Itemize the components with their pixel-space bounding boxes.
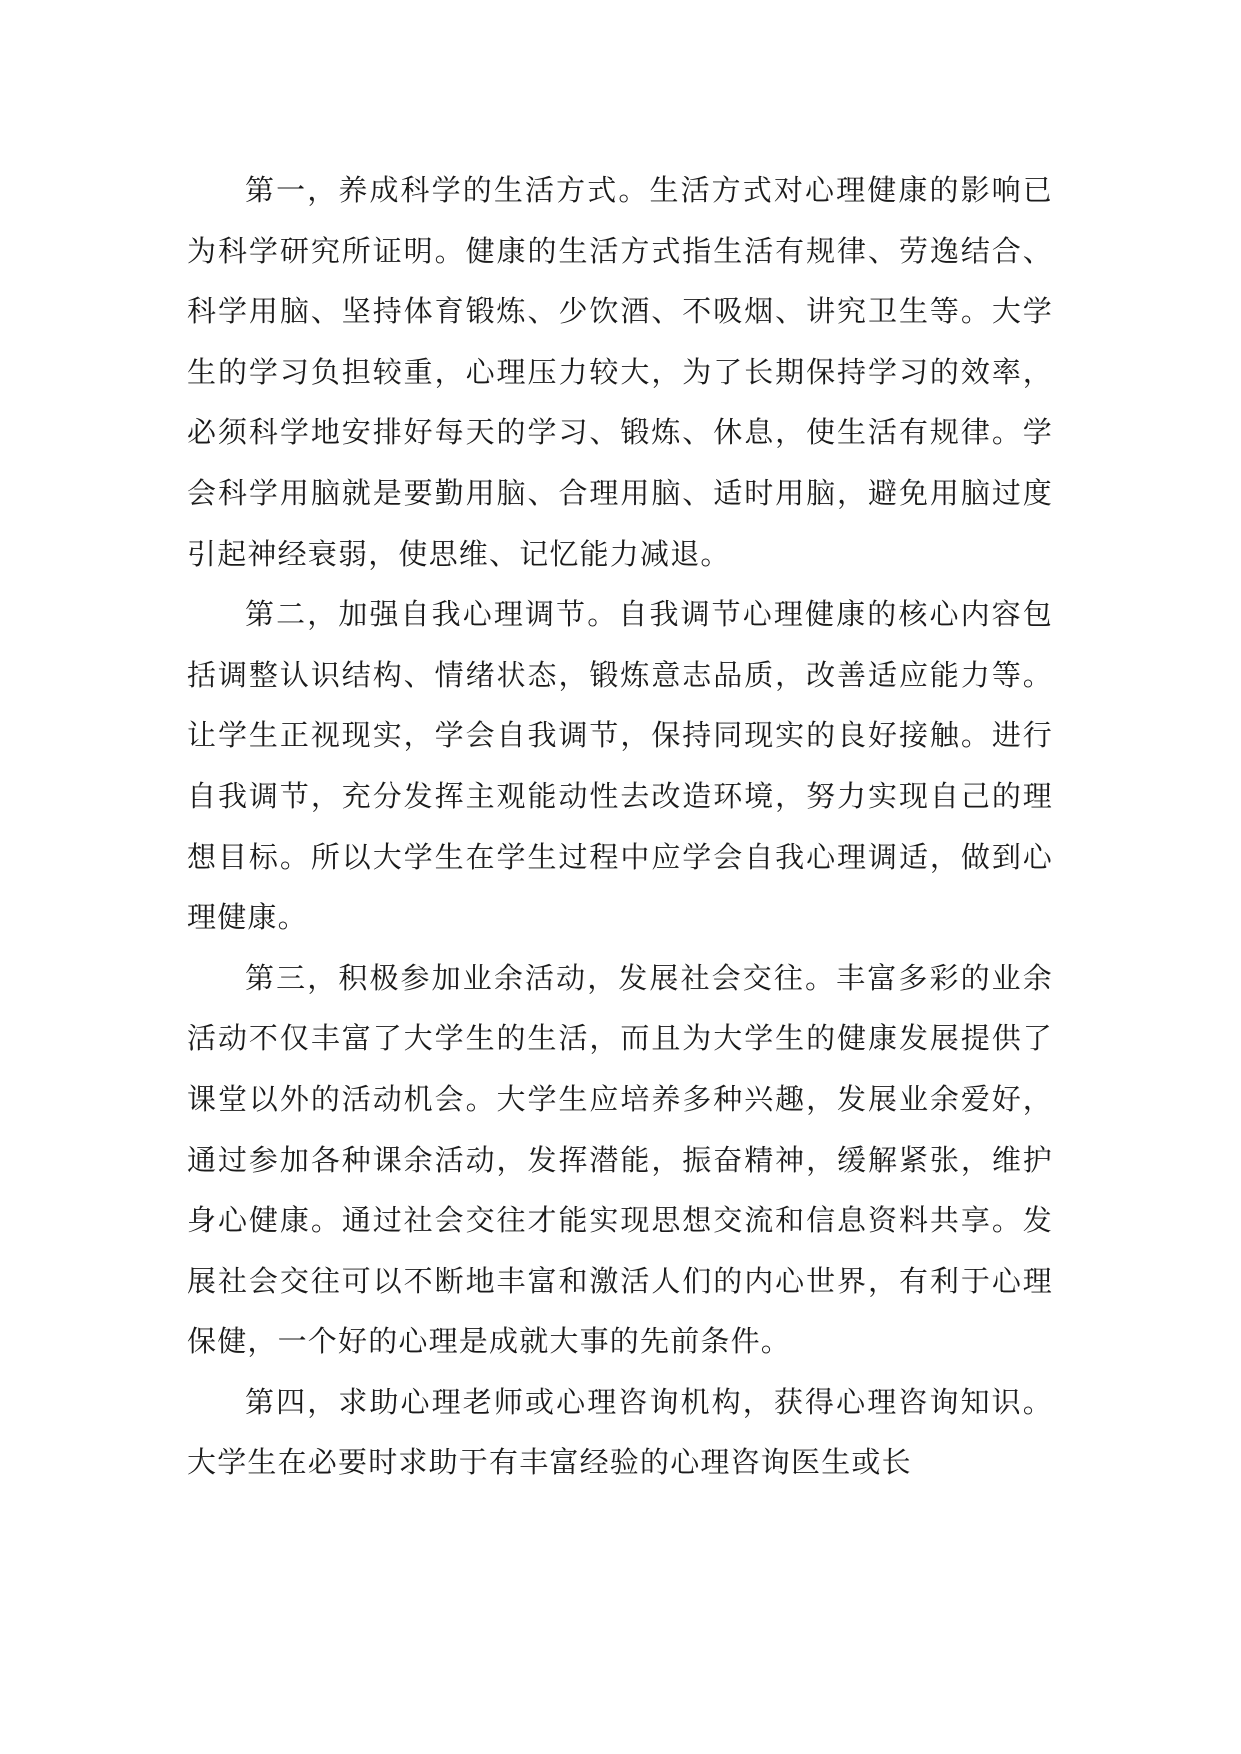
paragraph-4: 第四，求助心理老师或心理咨询机构，获得心理咨询知识。大学生在必要时求助于有丰富经验的心理咨询医生或长 bbox=[187, 1384, 1053, 1480]
paragraph-1: 第一，养成科学的生活方式。生活方式对心理健康的影响已为科学研究所证明。健康的生活方式指生活有规律、劳逸结合、科学用脑、坚持体育锻炼、少饮酒、不吸烟、讲究卫生等。大学生的学习负担较重，心理压力较大，为了长期保持学习的效率，必须科学地安排好每天的学习、锻炼、休息，使生活有规律。学会科学用脑就是要勤用脑、合理用脑、适时用脑，避免用脑过度引起神经衰弱，使思维、记忆能力减退。 bbox=[187, 173, 1053, 571]
paragraph-3: 第三，积极参加业余活动，发展社会交往。丰富多彩的业余活动不仅丰富了大学生的生活，而且为大学生的健康发展提供了课堂以外的活动机会。大学生应培养多种兴趣，发展业余爱好，通过参加各种课余活动，发挥潜能，振奋精神，缓解紧张，维护身心健康。通过社会交往才能实现思想交流和信息资料共享。发展社会交往可以不断地丰富和激活人们的内心世界，有利于心理保健，一个好的心理是成就大事的先前条件。 bbox=[187, 960, 1053, 1359]
paragraph-2: 第二，加强自我心理调节。自我调节心理健康的核心内容包括调整认识结构、情绪状态，锻炼意志品质，改善适应能力等。让学生正视现实，学会自我调节，保持同现实的良好接触。进行自我调节，充分发挥主观能动性去改造环境，努力实现自己的理想目标。所以大学生在学生过程中应学会自我心理调适，做到心理健康。 bbox=[187, 597, 1053, 935]
body-text bbox=[187, 160, 1053, 1493]
